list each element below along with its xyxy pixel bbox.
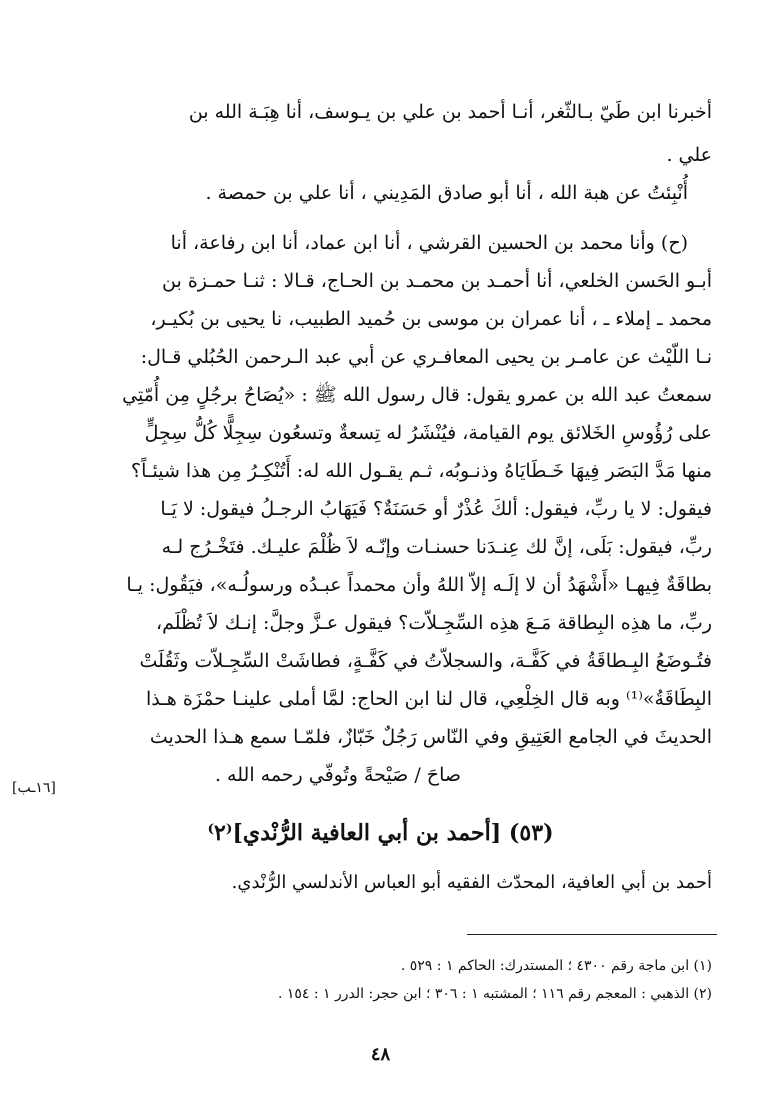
text-line: فتُـوضَعُ البِـطاقَةُ في كَفَّـة، والسجلاّتُ في كَفَّـةٍ، فطاشَتْ السِّجِـلاّت وثَقُلَتْ xyxy=(139,650,712,672)
text-line: أبـو الحَسن الخلعي، أنا أحمـد بن محمـد بن الحـاج، قـالا : ثنـا حمـزة بن xyxy=(162,270,712,292)
footnote-2: (٢) الذهبي : المعجم رقم ١١٦ ؛ المشتبه ١ : ٣٠٦ ؛ ابن حجر: الدرر ١ : ١٥٤ . xyxy=(277,986,712,1002)
text-line: بطاقَةٌ فِيهـا «أَشْهَدُ أن لا إلَـه إلاّ اللهُ وأن محمداً عبـدُه ورسولُـه»، فيَقُول: يـا xyxy=(126,574,712,596)
text-line: أخبرنا ابن طَيّ بـالثّغر، أنـا أحمد بن علي بن يـوسف، أنا هِبَـة الله بن xyxy=(188,101,712,123)
footnote-1: (١) ابن ماجة رقم ٤٣٠٠ ؛ المستدرك: الحاكم ١ : ٥٢٩ . xyxy=(400,958,712,974)
text-line: فيقول: لا يا ربِّ، فيقول: ألكَ عُذْرٌ أو حَسَنَةٌ؟ فَيَهَابُ الرجـلُ فيقول: لا يَـا xyxy=(160,498,712,520)
text-line: منها مَدَّ البَصَر فِيهَا خَـطَايَاهُ وذنـوبُه، ثـم يقـول الله له: أَتُنْكِـرُ مِن هذا شيئـاً؟ xyxy=(131,460,712,482)
text-line: أُنْبِئتُ عن هبة الله ، أنا أبو صادق المَدِيني ، أنا علي بن حمصة . xyxy=(205,182,688,204)
text-line: (ح) وأنا محمد بن الحسين القرشي ، أنا ابن عماد، أنا ابن رفاعة، أنا xyxy=(170,232,688,254)
text-line: علي . xyxy=(666,144,712,166)
text-line: على رُؤُوسِ الخَلائق يوم القيامة، فيُنْشَرُ له تِسعةٌ وتسعُون سِجِلًّا كُلُّ سِجِلٍّ xyxy=(144,422,712,444)
text-line: محمد ـ إملاء ـ ، أنا عمران بن موسى بن حُميد الطبيب، نا يحيى بن بُكيـر، xyxy=(150,308,712,330)
text-line: سمعتُ عبد الله بن عمرو يقول: قال رسول الله ﷺ : «يُصَاحُ برجُلٍ مِن أُمّتِي xyxy=(122,384,712,406)
footnote-divider xyxy=(467,934,717,935)
text-line: الحديثَ في الجامع العَتِيقِ وفي النّاس رَجُلٌ خَبّازٌ، فلمّـا سمع هـذا الحديث xyxy=(149,726,712,748)
text-line: البِطَاقَةُ»⁽¹⁾ وبه قال الخِلْعِي، قال لنا ابن الحاج: لمَّا أملى علينـا حمْزَة هـذا xyxy=(145,688,712,710)
entry-intro: أحمد بن أبي العافية، المحدّث الفقيه أبو العباس الأندلسي الرُّنْدي. xyxy=(231,872,712,893)
text-line: نـا اللّيْث عن عامـر بن يحيى المعافـري عن أبي عبد الـرحمن الحُبُلي قـال: xyxy=(140,346,712,368)
margin-folio-note: [١٦ـب] xyxy=(12,780,56,796)
text-line: ربِّ، ما هذِه البِطاقة مَـعَ هذِه السِّجِـلاّت؟ فيقول عـزَّ وجلَّ: إنـك لاَ تُظْلَم، xyxy=(155,612,712,634)
page-number: ٤٨ xyxy=(370,1044,391,1065)
entry-heading: (٥٣) [أحمد بن أبي العافية الرُّنْدي]⁽٢⁾ xyxy=(207,820,554,846)
text-line: صاحَ / صَيْحةً وتُوفّي رحمه الله . xyxy=(214,764,461,786)
text-line: ربِّ، فيقول: بَلَى، إنَّ لك عِنـدَنا حسنـات وإنّـه لاَ ظُلْمَ عليـك. فتَخْـرُج لـه xyxy=(161,536,712,558)
